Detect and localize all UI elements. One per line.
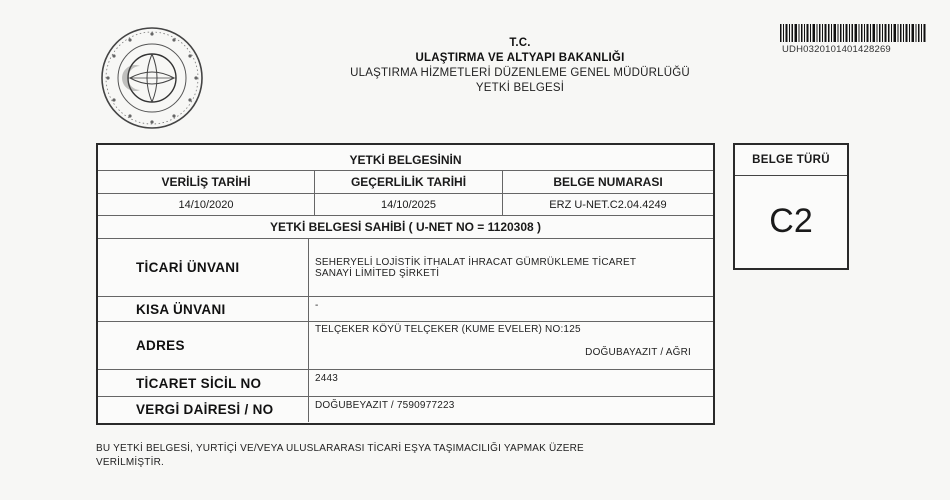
- header-directorate: ULAŞTIRMA HİZMETLERİ DÜZENLEME GENEL MÜDÜRLÜĞÜ: [350, 67, 690, 79]
- holder-title: YETKİ BELGESİ SAHİBİ ( U-NET NO = 1120308 ): [269, 220, 542, 234]
- document-type-title: BELGE TÜRÜ: [735, 145, 847, 176]
- validity-date-value: 14/10/2025: [314, 194, 502, 215]
- holder-title-row: [98, 216, 713, 239]
- address-value: [308, 322, 713, 369]
- document-type-box: [733, 143, 849, 270]
- tax-office-value: DOĞUBEYAZIT / 7590977223: [308, 397, 713, 422]
- trade-name-row: [98, 239, 713, 297]
- trade-name-value: [308, 239, 713, 296]
- address-row: [98, 322, 713, 370]
- short-name-value: -: [308, 297, 713, 321]
- section-title: YETKİ BELGESİNİN: [349, 152, 462, 167]
- footer-line1: BU YETKİ BELGESİ, YURTİÇİ VE/VEYA ULUSLARARASI TİCARİ EŞYA TAŞIMACILIĞI YAPMAK ÜZERE: [96, 443, 584, 454]
- address-line1: TELÇEKER KÖYÜ TELÇEKER (KUME EVELER) NO:125: [315, 324, 581, 335]
- barcode-icon: [780, 24, 926, 42]
- document-number-value: ERZ U-NET.C2.04.4249: [502, 194, 713, 215]
- document-header: [300, 36, 740, 96]
- trade-registry-row: [98, 370, 713, 397]
- barcode-number: UDH0320101401428269: [782, 44, 891, 55]
- address-line2: DOĞUBAYAZIT / AĞRI: [585, 347, 691, 358]
- footer-statement: [96, 442, 716, 470]
- certificate-table: [96, 143, 715, 425]
- trade-registry-value: 2443: [308, 370, 713, 396]
- issue-date-value: 14/10/2020: [178, 198, 234, 211]
- tax-office-row: [98, 397, 713, 422]
- tax-office-label: VERGİ DAİRESİ / NO: [136, 402, 274, 417]
- table-values-row: [98, 194, 713, 216]
- table-header-row: [98, 171, 713, 194]
- trade-name-label: TİCARİ ÜNVANI: [136, 260, 240, 275]
- address-label: ADRES: [136, 338, 185, 353]
- trade-registry-label: TİCARET SİCİL NO: [136, 375, 262, 391]
- short-name-label: KISA ÜNVANI: [136, 301, 226, 317]
- column-header-document-number: BELGE NUMARASI: [502, 171, 713, 193]
- document-type-value: C2: [769, 202, 813, 240]
- trade-name-line2: SANAYİ LİMİTED ŞİRKETİ: [315, 267, 440, 279]
- trade-name-line1: SEHERYELİ LOJİSTİK İTHALAT İHRACAT GÜMRÜKLEME TİCARET: [315, 256, 637, 268]
- column-header-issue-date: VERİLİŞ TARİHİ: [161, 175, 251, 189]
- short-name-row: [98, 297, 713, 322]
- column-header-validity-date: GEÇERLİLİK TARİHİ: [314, 171, 502, 193]
- table-section-title-row: [98, 145, 713, 171]
- ministry-seal-icon: [100, 26, 204, 130]
- header-doc-title: YETKİ BELGESİ: [475, 82, 565, 94]
- header-tc: T.C.: [509, 37, 531, 49]
- footer-line2: VERİLMİŞTİR.: [96, 457, 164, 468]
- header-ministry: ULAŞTIRMA VE ALTYAPI BAKANLIĞI: [415, 52, 625, 64]
